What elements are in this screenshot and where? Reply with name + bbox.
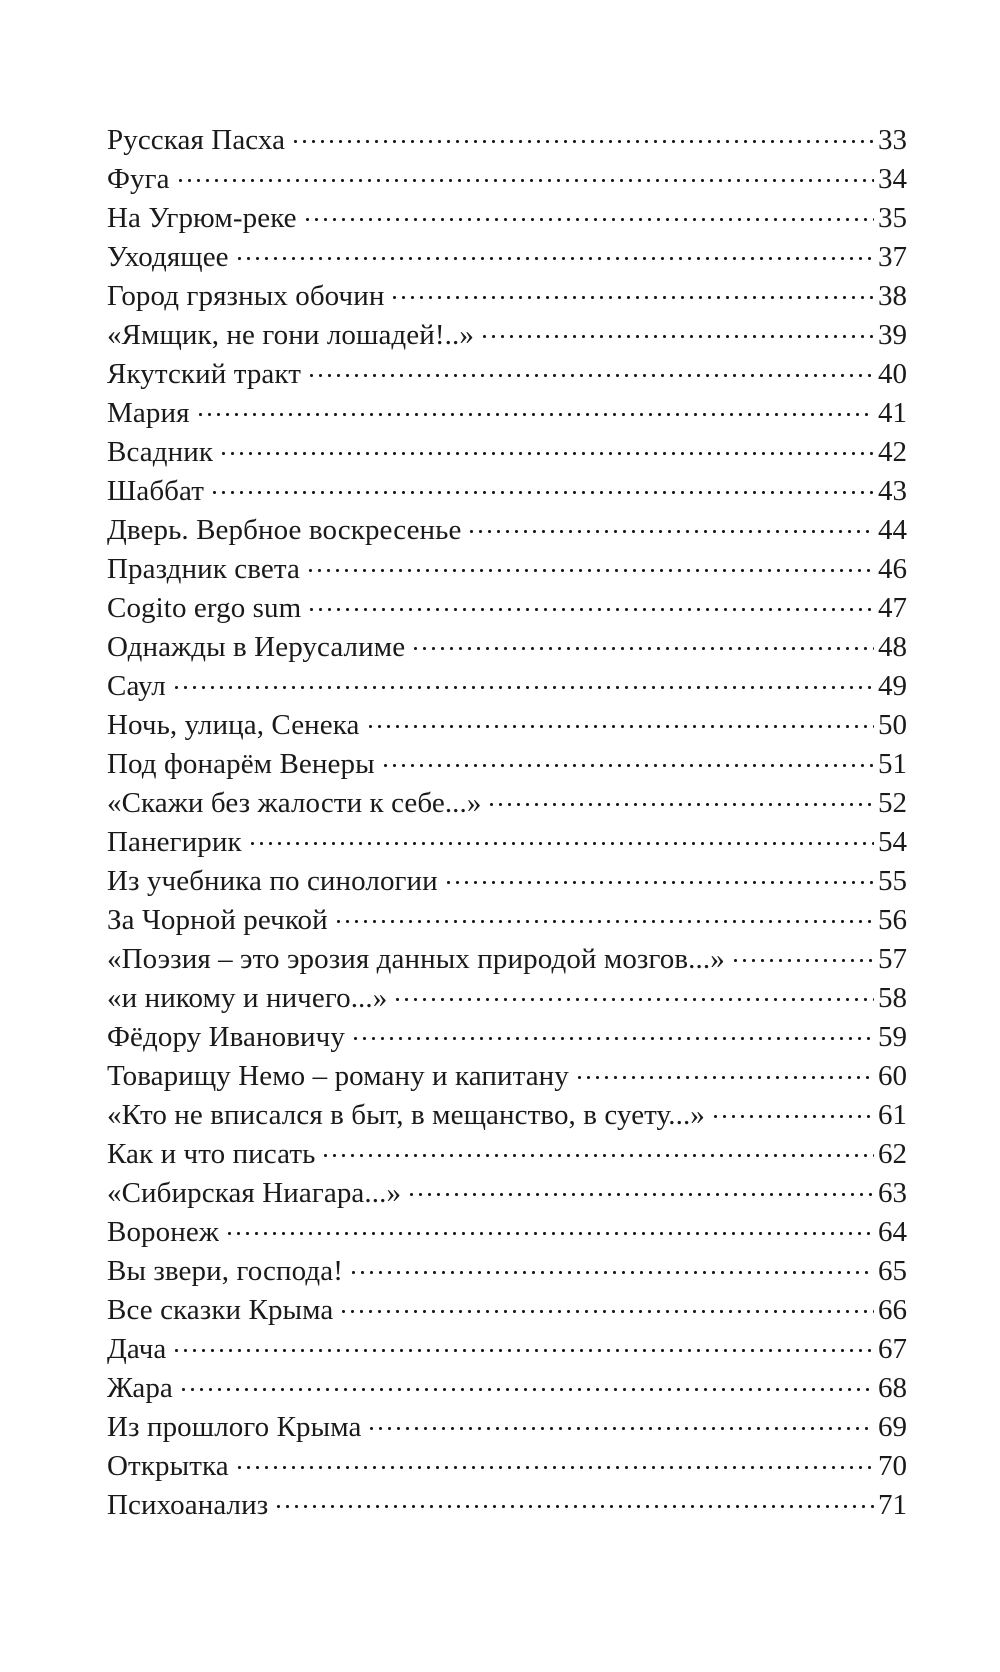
dot-leader [176,159,874,188]
toc-entry-title: «Сибирская Ниагара...» [107,1177,402,1209]
dot-leader [274,1485,874,1514]
toc-entry [107,1134,907,1173]
toc-entry [107,432,907,471]
toc-entry-title: За Чорной речкой [107,904,328,936]
dot-leader [467,510,874,539]
toc-entry-title: Шаббат [107,475,205,507]
toc-entry-page: 61 [878,1099,907,1131]
toc-entry [107,1407,907,1446]
toc-entry [107,159,907,198]
dot-leader [351,1017,874,1046]
toc-entry [107,315,907,354]
toc-entry-page: 62 [878,1138,907,1170]
table-of-contents [107,120,907,1524]
toc-entry [107,744,907,783]
dot-leader [367,1407,874,1436]
toc-entry-page: 34 [878,163,907,195]
toc-entry [107,393,907,432]
toc-entry [107,1446,907,1485]
toc-entry [107,1251,907,1290]
dot-leader [339,1290,874,1319]
toc-entry [107,1212,907,1251]
toc-entry [107,627,907,666]
toc-entry [107,1329,907,1368]
toc-entry [107,939,907,978]
dot-leader [480,315,874,344]
dot-leader [366,705,875,734]
toc-entry-page: 46 [878,553,907,585]
toc-entry-title: Мария [107,397,190,429]
toc-entry-title: Воронеж [107,1216,219,1248]
dot-leader [407,1173,874,1202]
toc-entry-page: 39 [878,319,907,351]
toc-entry-page: 44 [878,514,907,546]
toc-entry-title: «Кто не вписался в быт, в мещанство, в суету...» [107,1099,705,1131]
dot-leader [225,1212,874,1241]
toc-entry-title: Праздник света [107,553,300,585]
dot-leader [235,237,874,266]
dot-leader [172,1329,874,1358]
dot-leader [235,1446,874,1475]
dot-leader [711,1095,874,1124]
dot-leader [731,939,874,968]
toc-entry [107,471,907,510]
toc-entry-page: 33 [878,124,907,156]
toc-entry-page: 51 [878,748,907,780]
toc-entry [107,783,907,822]
toc-entry [107,1485,907,1524]
toc-entry-title: Дверь. Вербное воскресенье [107,514,462,546]
toc-entry-page: 58 [878,982,907,1014]
toc-entry-title: Русская Пасха [107,124,286,156]
toc-entry [107,198,907,237]
toc-entry-page: 48 [878,631,907,663]
dot-leader [381,744,874,773]
toc-entry-title: Все сказки Крыма [107,1294,334,1326]
toc-entry-page: 59 [878,1021,907,1053]
dot-leader [307,588,874,617]
toc-entry-title: Уходящее [107,241,229,273]
dot-leader [444,861,874,890]
toc-entry [107,276,907,315]
toc-entry-page: 40 [878,358,907,390]
dot-leader [411,627,874,656]
dot-leader [321,1134,874,1163]
toc-entry [107,1095,907,1134]
toc-entry-page: 50 [878,709,907,741]
toc-entry-page: 47 [878,592,907,624]
toc-entry-title: Из учебника по синологии [107,865,438,897]
dot-leader [393,978,874,1007]
dot-leader [219,432,874,461]
dot-leader [390,276,874,305]
toc-entry-title: Ночь, улица, Сенека [107,709,360,741]
toc-entry-title: «и никому и ничего...» [107,982,388,1014]
toc-entry [107,1368,907,1407]
toc-entry-page: 38 [878,280,907,312]
toc-entry-page: 65 [878,1255,907,1287]
toc-entry [107,1290,907,1329]
toc-entry-title: «Скажи без жалости к себе...» [107,787,482,819]
dot-leader [575,1056,874,1085]
toc-entry-title: «Поэзия – это эрозия данных природой мозгов...» [107,943,725,975]
toc-entry [107,1173,907,1212]
toc-entry-page: 52 [878,787,907,819]
toc-entry-page: 70 [878,1450,907,1482]
dot-leader [487,783,874,812]
toc-entry-page: 69 [878,1411,907,1443]
dot-leader [334,900,874,929]
toc-entry-page: 71 [878,1489,907,1521]
toc-entry-title: Панегирик [107,826,242,858]
toc-entry [107,1056,907,1095]
toc-entry-title: Якутский тракт [107,358,301,390]
toc-entry-page: 64 [878,1216,907,1248]
toc-entry [107,120,907,159]
toc-entry-page: 68 [878,1372,907,1404]
toc-entry-title: Как и что писать [107,1138,316,1170]
dot-leader [248,822,874,851]
toc-entry-page: 56 [878,904,907,936]
toc-entry-page: 57 [878,943,907,975]
toc-entry [107,510,907,549]
toc-entry-page: 67 [878,1333,907,1365]
dot-leader [210,471,874,500]
toc-entry-page: 35 [878,202,907,234]
toc-entry-page: 66 [878,1294,907,1326]
toc-entry-title: Вы звери, господа! [107,1255,343,1287]
toc-entry [107,237,907,276]
dot-leader [349,1251,874,1280]
toc-entry-page: 54 [878,826,907,858]
toc-entry [107,705,907,744]
toc-entry [107,900,907,939]
toc-entry-page: 49 [878,670,907,702]
toc-entry [107,822,907,861]
toc-entry-title: Товарищу Немо – роману и капитану [107,1060,569,1092]
dot-leader [306,549,874,578]
toc-entry [107,354,907,393]
toc-entry-page: 55 [878,865,907,897]
toc-entry [107,588,907,627]
toc-entry [107,978,907,1017]
toc-entry-page: 63 [878,1177,907,1209]
toc-entry-page: 37 [878,241,907,273]
toc-entry-page: 41 [878,397,907,429]
toc-entry-title: Под фонарём Венеры [107,748,375,780]
dot-leader [303,198,874,227]
dot-leader [196,393,874,422]
toc-entry-title: Всадник [107,436,214,468]
toc-entry-title: На Угрюм-реке [107,202,297,234]
dot-leader [307,354,874,383]
toc-entry-page: 60 [878,1060,907,1092]
toc-entry [107,861,907,900]
toc-entry-page: 42 [878,436,907,468]
toc-entry-title: Однажды в Иерусалиме [107,631,406,663]
toc-entry-title: Психоанализ [107,1489,269,1521]
toc-entry [107,666,907,705]
toc-entry-title: Город грязных обочин [107,280,385,312]
toc-entry-title: Дача [107,1333,167,1365]
toc-entry-page: 43 [878,475,907,507]
toc-entry [107,549,907,588]
toc-entry-title: «Ямщик, не гони лошадей!..» [107,319,474,351]
dot-leader [172,666,874,695]
toc-entry-title: Из прошлого Крыма [107,1411,362,1443]
toc-entry-title: Cogito ergo sum [107,592,302,624]
toc-entry [107,1017,907,1056]
toc-entry-title: Жара [107,1372,173,1404]
toc-entry-title: Фуга [107,163,170,195]
toc-entry-title: Саул [107,670,166,702]
dot-leader [179,1368,874,1397]
toc-entry-title: Открытка [107,1450,229,1482]
dot-leader [291,120,874,149]
toc-entry-title: Фёдору Ивановичу [107,1021,345,1053]
